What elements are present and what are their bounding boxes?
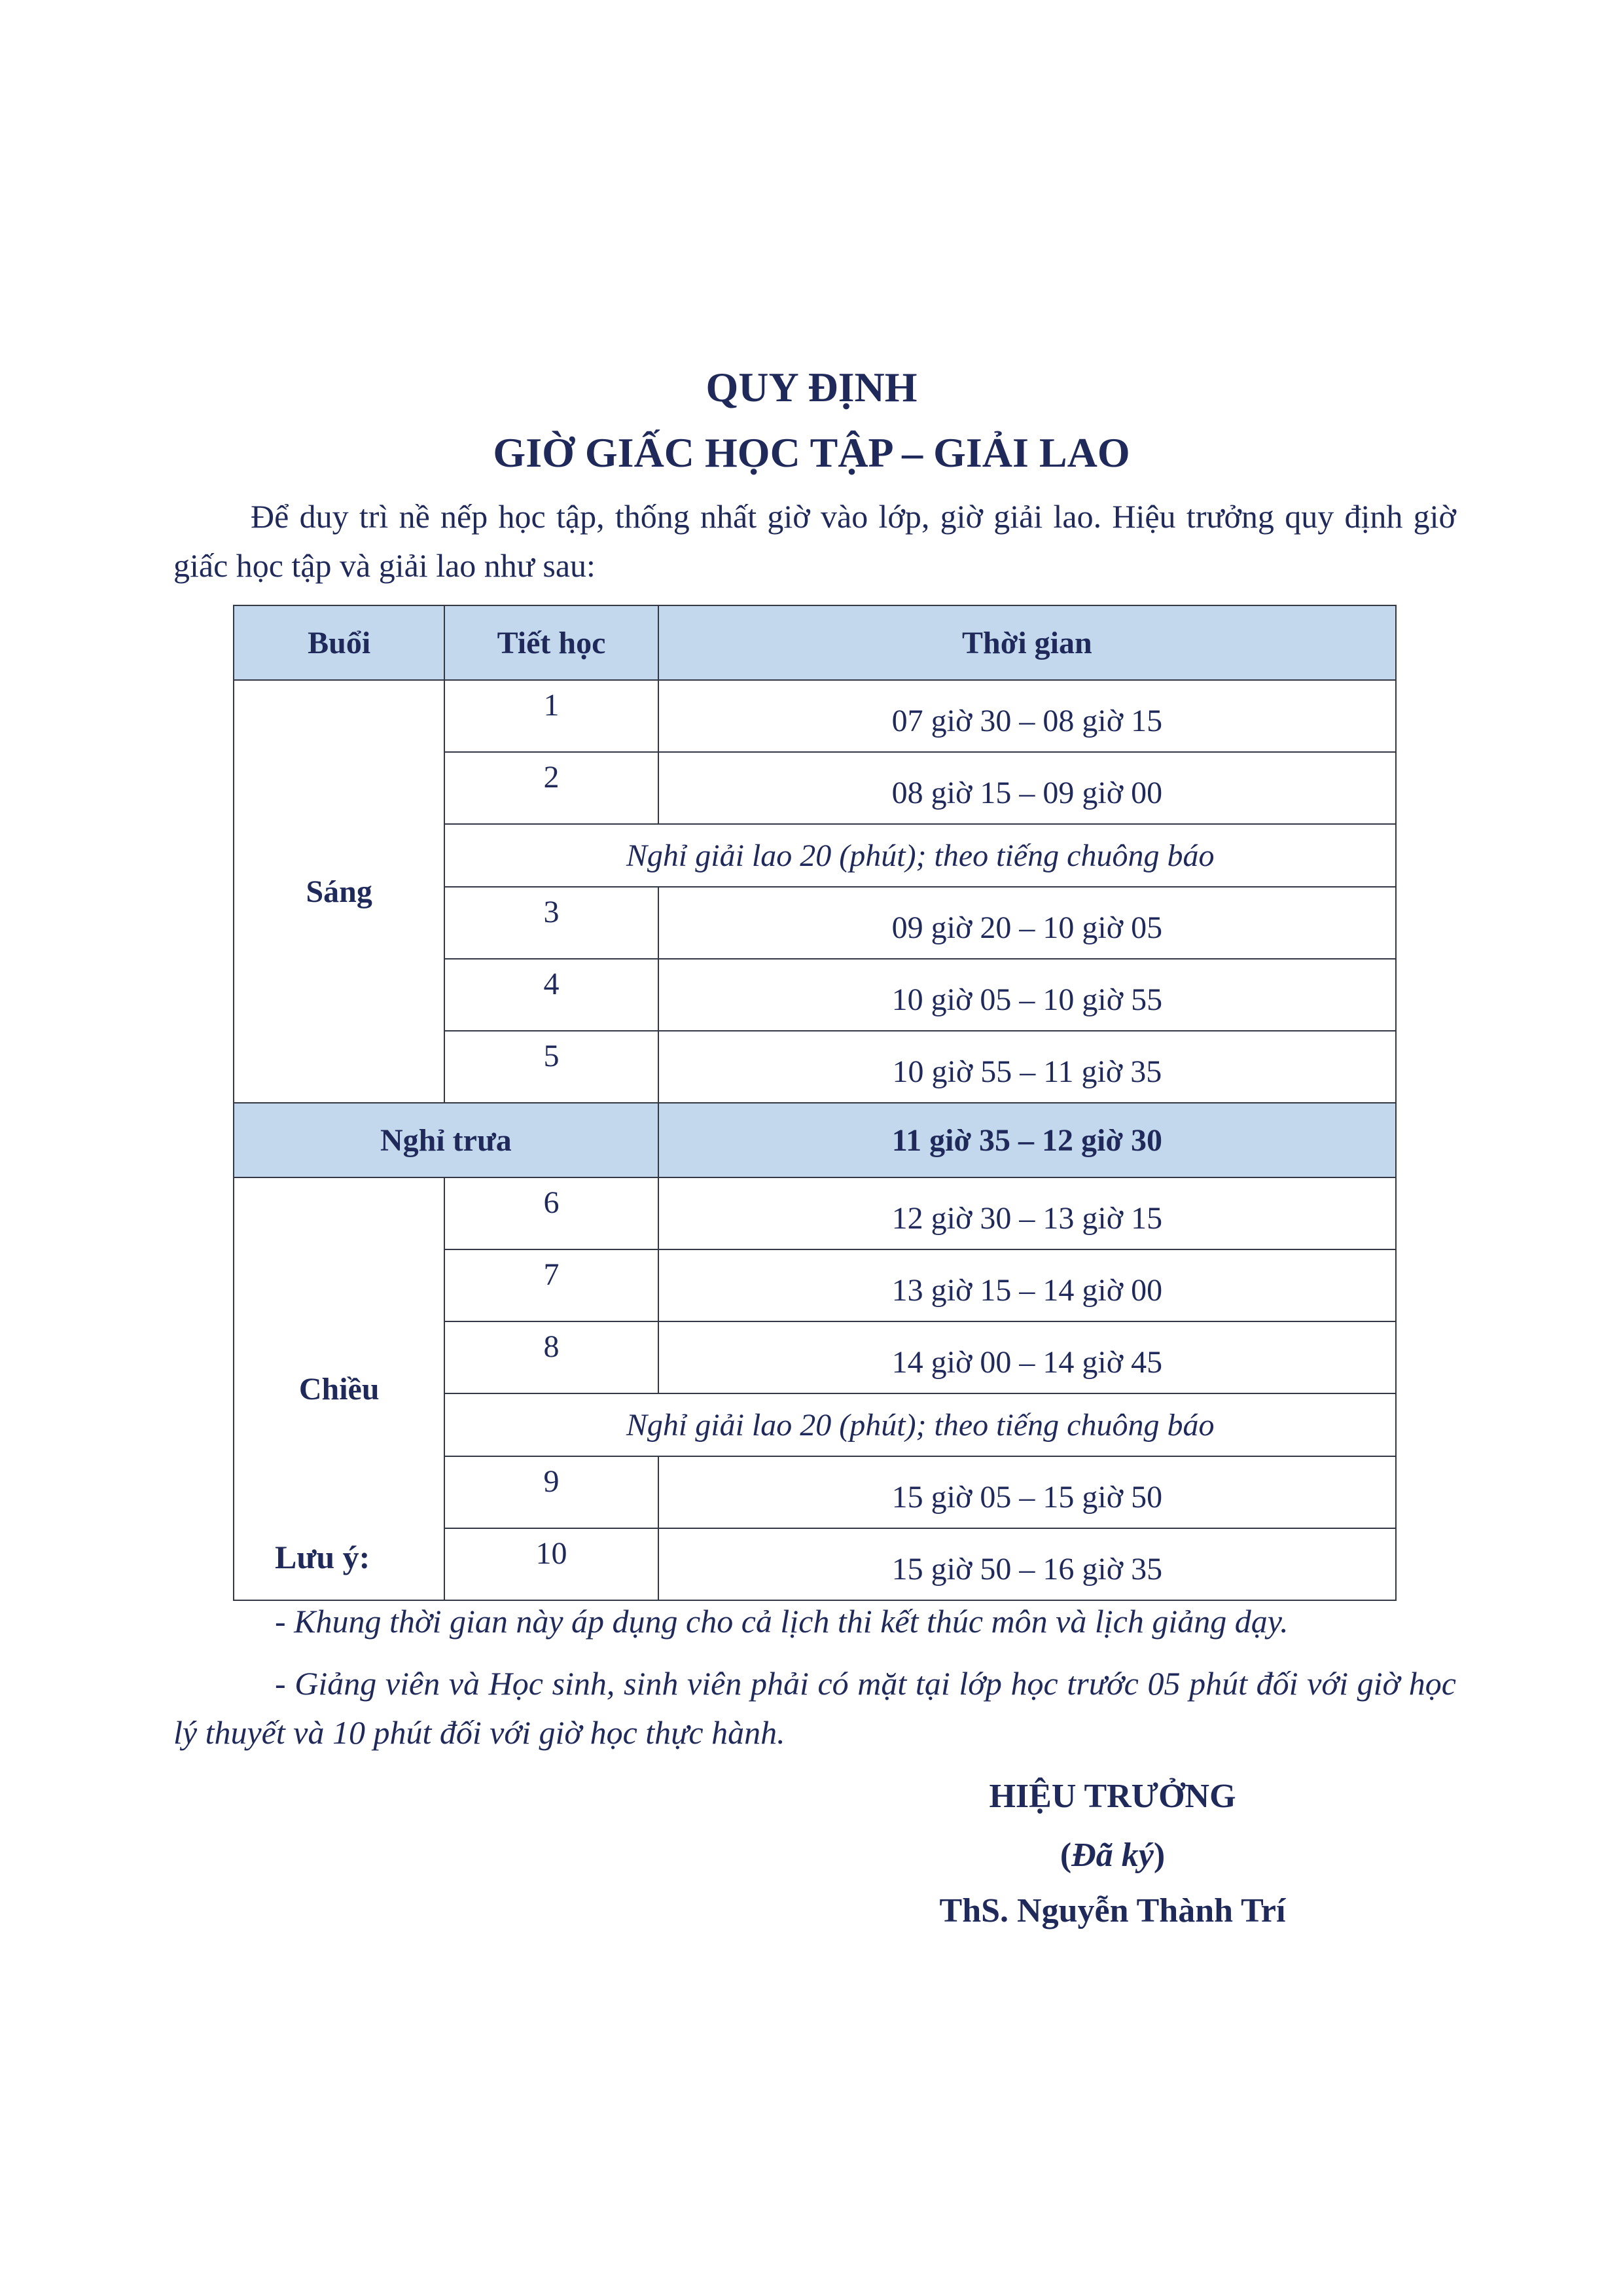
period-number: 9	[444, 1456, 658, 1528]
document-title: QUY ĐỊNH	[705, 364, 918, 410]
period-number: 3	[444, 887, 658, 959]
period-number: 5	[444, 1031, 658, 1103]
period-time: 15 giờ 05 – 15 giờ 50	[658, 1456, 1396, 1528]
signature-name: ThS. Nguyễn Thành Trí	[939, 1892, 1286, 1929]
lunch-row	[234, 1103, 1396, 1177]
period-time: 10 giờ 55 – 11 giờ 35	[658, 1031, 1396, 1103]
period-number: 8	[444, 1321, 658, 1393]
period-time: 10 giờ 05 – 10 giờ 55	[658, 959, 1396, 1031]
period-number: 2	[444, 752, 658, 824]
period-time: 07 giờ 30 – 08 giờ 15	[658, 680, 1396, 752]
notes-heading: Lưu ý:	[275, 1539, 370, 1575]
period-time: 14 giờ 00 – 14 giờ 45	[658, 1321, 1396, 1393]
header-session: Buổi	[234, 605, 444, 680]
header-period: Tiết học	[444, 605, 658, 680]
period-time: 13 giờ 15 – 14 giờ 00	[658, 1249, 1396, 1321]
intro-paragraph	[173, 492, 1456, 590]
session-morning: Sáng	[234, 680, 444, 1103]
session-afternoon: Chiều	[234, 1177, 444, 1600]
note-item: - Khung thời gian này áp dụng cho cả lịch thi kết thúc môn và lịch giảng dạy.	[275, 1603, 1289, 1640]
table-header-row	[234, 605, 1396, 680]
period-number: 7	[444, 1249, 658, 1321]
lunch-time: 11 giờ 35 – 12 giờ 30	[658, 1103, 1396, 1177]
lunch-label: Nghỉ trưa	[234, 1103, 658, 1177]
period-time: 12 giờ 30 – 13 giờ 15	[658, 1177, 1396, 1249]
period-number: 4	[444, 959, 658, 1031]
period-number: 6	[444, 1177, 658, 1249]
note-item-block	[173, 1659, 1456, 1757]
period-time: 09 giờ 20 – 10 giờ 05	[658, 887, 1396, 959]
intro-text: Để duy trì nề nếp học tập, thống nhất giờ vào lớp, giờ giải lao. Hiệu trưởng quy định giờ giấc học tập và giải lao như sau:	[173, 498, 1456, 584]
table-row	[234, 680, 1396, 752]
signature-role: HIỆU TRƯỞNG	[989, 1778, 1236, 1815]
schedule-table	[233, 605, 1397, 1601]
signature-status: (Đã ký)	[1060, 1837, 1166, 1874]
signature-status-text: Đã ký	[1071, 1837, 1154, 1874]
morning-break: Nghỉ giải lao 20 (phút); theo tiếng chuông báo	[444, 824, 1396, 887]
period-time: 15 giờ 50 – 16 giờ 35	[658, 1528, 1396, 1600]
afternoon-break: Nghỉ giải lao 20 (phút); theo tiếng chuông báo	[444, 1393, 1396, 1456]
note-item: - Giảng viên và Học sinh, sinh viên phải có mặt tại lớp học trước 05 phút đối với giờ học lý thuyết và 10 phút đối với giờ học thực hành.	[173, 1665, 1456, 1751]
header-time: Thời gian	[658, 605, 1396, 680]
period-number: 10	[444, 1528, 658, 1600]
table-row	[234, 1177, 1396, 1249]
document-subtitle: GIỜ GIẤC HỌC TẬP – GIẢI LAO	[493, 429, 1130, 476]
period-time: 08 giờ 15 – 09 giờ 00	[658, 752, 1396, 824]
period-number: 1	[444, 680, 658, 752]
